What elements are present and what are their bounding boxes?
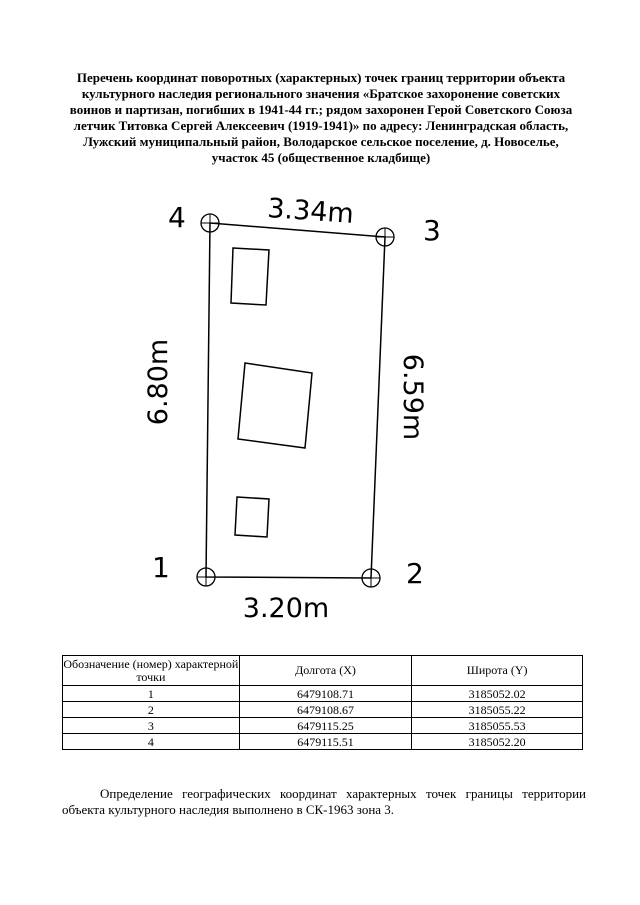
header-point-number: Обозначение (номер) характерной точки [63,656,239,684]
cell-y: 3185052.20 [412,734,583,750]
distance-label-bottom: 3.20m [242,593,330,624]
header-longitude: Долгота (X) [239,656,412,686]
point-marker-4 [201,214,219,232]
cell-x: 6479108.67 [239,702,412,718]
point-marker-2 [362,569,380,587]
distance-label-right: 6.59m [397,353,428,441]
table-row [63,702,583,718]
point-label-3: 3 [423,214,441,247]
boundary-plan [140,190,460,630]
coordinates-table [62,655,583,750]
coordinate-system-note: Определение географических координат характерных точек границы территории объекта культурного наследия выполнено в СК-1963 зона 3. [62,786,586,817]
grave-outline-bottom [235,497,269,537]
cell-point: 4 [63,734,240,750]
cell-point: 1 [63,686,240,702]
point-marker-3 [376,228,394,246]
grave-outline-top [231,248,269,305]
table-row [63,734,583,750]
point-label-2: 2 [406,557,424,590]
document-title: Перечень координат поворотных (характерных) точек границ территории объекта культурного наследия регионального значения «Братское захоронение советских воинов и партизан, погибших в 1941-44 гг.; рядом захоронен Герой Советского Союза летчик Титовка Сергей Алексеевич (1919-1941)» по адресу: Ленинградская область, Лужский муниципальный район, Володарское сельское поселение, д. Новоселье, участок 45 (общественное кладбище) [69,70,573,165]
cell-point: 3 [63,718,240,734]
table-row [63,718,583,734]
cell-x: 6479115.51 [239,734,412,750]
cell-x: 6479108.71 [239,686,412,702]
table-row [63,686,583,702]
point-label-1: 1 [152,551,170,584]
distance-label-top: 3.34m [266,193,355,230]
header-latitude: Широта (Y) [412,656,583,686]
distance-label-left: 6.80m [143,338,174,426]
table-header-row [63,656,583,686]
cell-y: 3185055.53 [412,718,583,734]
cell-x: 6479115.25 [239,718,412,734]
cell-point: 2 [63,702,240,718]
cell-y: 3185055.22 [412,702,583,718]
boundary-polygon [206,223,385,578]
point-label-4: 4 [168,201,186,234]
grave-outline-middle [238,363,312,448]
cell-y: 3185052.02 [412,686,583,702]
point-marker-1 [197,568,215,586]
